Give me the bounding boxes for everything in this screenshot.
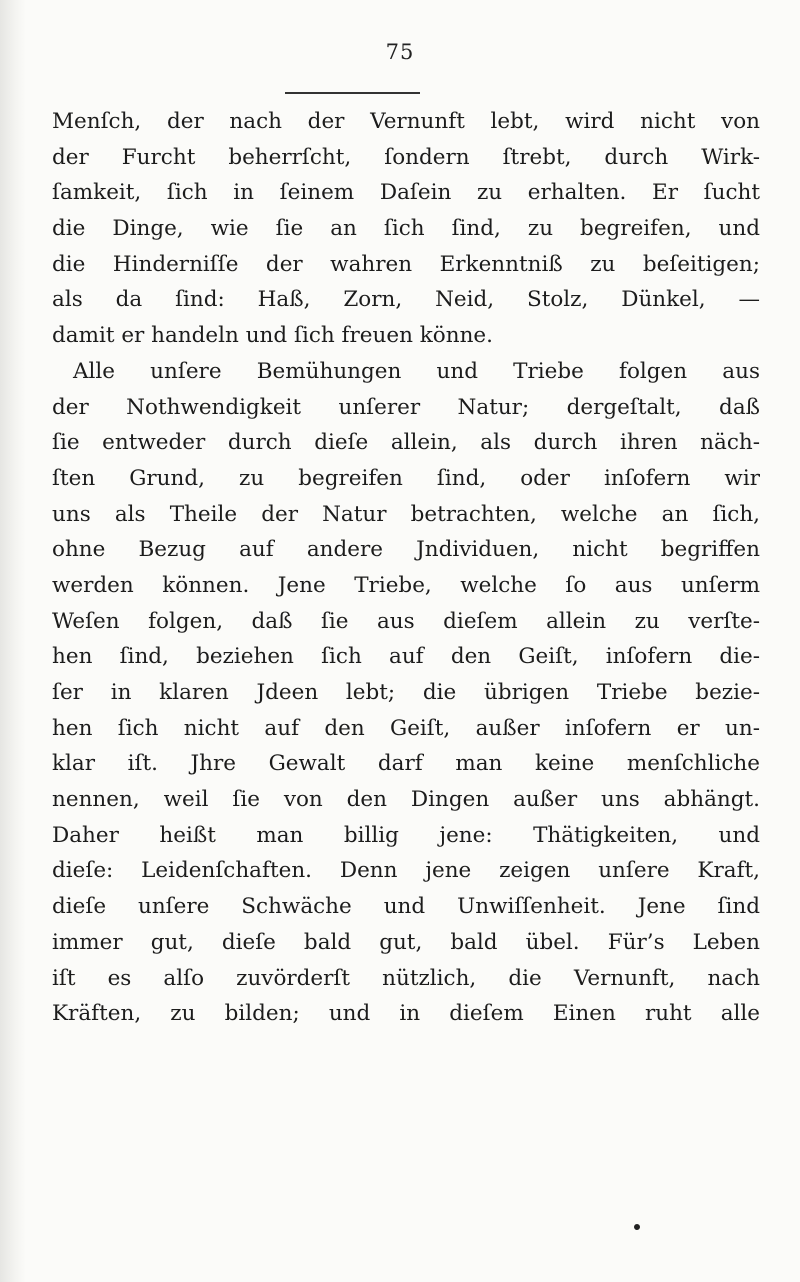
page-number: 75 <box>385 40 415 64</box>
text-line: ohne Bezug auf andere Jndividuen, nicht begriffen <box>52 537 760 563</box>
text-line: ſten Grund, zu begreifen ſind, oder inſofern wir <box>52 465 760 491</box>
text-line: nennen, weil ſie von den Dingen außer uns abhängt. <box>52 787 760 813</box>
text-line: Weſen folgen, daß ſie aus dieſem allein zu verſte- <box>52 608 760 634</box>
text-line: als da ſind: Haß, Zorn, Neid, Stolz, Dünkel, — <box>52 287 760 313</box>
text-line: die Hinderniſſe der wahren Erkenntniß zu beſeitigen; <box>52 251 760 277</box>
text-line: uns als Theile der Natur betrachten, welche an ſich, <box>52 501 760 527</box>
text-line: ſamkeit, ſich in ſeinem Daſein zu erhalten. Er ſucht <box>52 180 760 206</box>
text-line: immer gut, dieſe bald gut, bald übel. Für’s Leben <box>52 929 760 955</box>
text-line: dieſe: Leidenſchaften. Denn jene zeigen unſere Kraft, <box>52 858 760 884</box>
binding-gutter <box>0 0 26 1282</box>
text-line: Menſch, der nach der Vernunft lebt, wird nicht von <box>52 109 760 134</box>
text-line: damit er handeln und ſich freuen könne. <box>52 323 493 349</box>
text-line: iſt es alſo zuvörderſt nützlich, die Vernunft, nach <box>52 965 760 991</box>
text-line: hen ſich nicht auf den Geiſt, außer inſofern er un- <box>52 715 760 741</box>
text-line: ſer in klaren Jdeen lebt; die übrigen Triebe bezie- <box>52 680 760 705</box>
text-line: Daher heißt man billig jene: Thätigkeiten, und <box>52 822 760 848</box>
printer-mark <box>634 1224 640 1230</box>
paragraph-start-line: Alle unſere Bemühungen und Triebe folgen aus <box>73 358 760 384</box>
text-line: der Nothwendigkeit unſerer Natur; dergeſtalt, daß <box>52 394 760 420</box>
text-line: werden können. Jene Triebe, welche ſo aus unſerm <box>52 572 760 598</box>
header-rule <box>285 92 420 94</box>
text-line: dieſe unſere Schwäche und Unwiſſenheit. Jene ſind <box>52 894 760 920</box>
text-line: die Dinge, wie ſie an ſich ſind, zu begreifen, und <box>52 216 760 242</box>
text-line: hen ſind, beziehen ſich auf den Geiſt, inſofern die- <box>52 644 760 670</box>
text-line: Kräften, zu bilden; und in dieſem Einen ruht alle <box>52 1001 760 1027</box>
text-line: der Furcht beherrſcht, ſondern ſtrebt, durch Wirk- <box>52 144 760 170</box>
text-line: ſie entweder durch dieſe allein, als durch ihren näch- <box>52 430 760 456</box>
text-line: klar iſt. Jhre Gewalt darf man keine menſchliche <box>52 751 760 777</box>
body-text <box>52 104 760 1032</box>
